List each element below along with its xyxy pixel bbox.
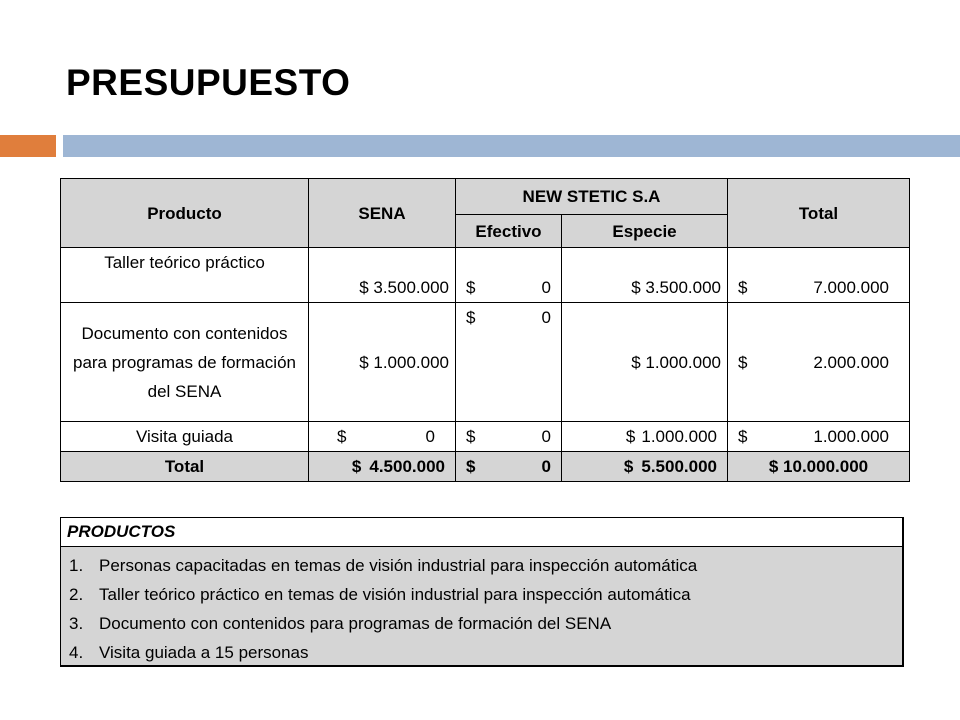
header-efectivo: Efectivo: [456, 215, 562, 248]
list-item: [69, 580, 902, 609]
table-row: [61, 422, 910, 452]
item-number: 1.: [69, 556, 84, 575]
products-title: PRODUCTOS: [61, 518, 902, 547]
total-grand: $ 10.000.000: [728, 452, 910, 482]
amount: 0: [541, 457, 551, 476]
budget-table: [60, 178, 910, 482]
list-item: [69, 638, 902, 667]
cell-total: [728, 422, 910, 452]
cell-efectivo: [456, 248, 562, 303]
cell-producto: Visita guiada: [61, 422, 309, 452]
cell-sena: $ 3.500.000: [309, 248, 456, 303]
cell-efectivo: [456, 422, 562, 452]
currency-symbol: $: [466, 308, 476, 327]
amount: 2.000.000: [813, 352, 889, 372]
currency-symbol: $: [466, 427, 476, 446]
total-row: [61, 452, 910, 482]
currency-symbol: $: [466, 457, 476, 476]
total-label: Total: [61, 452, 309, 482]
currency-symbol: $: [466, 278, 476, 297]
table-row: [61, 303, 910, 422]
cell-producto: Taller teórico práctico: [61, 248, 309, 303]
cell-producto: Documento con contenidos para programas de formación del SENA: [61, 303, 309, 422]
item-number: 2.: [69, 585, 84, 604]
amount: 5.500.000: [641, 457, 717, 476]
header-especie: Especie: [562, 215, 728, 248]
cell-sena: [309, 422, 456, 452]
item-number: 3.: [69, 614, 84, 633]
accent-bar-blue: [63, 135, 960, 157]
cell-total: [728, 248, 910, 303]
cell-especie: $ 3.500.000: [562, 248, 728, 303]
amount: 4.500.000: [369, 457, 445, 476]
currency-symbol: $: [623, 457, 634, 476]
header-sena: SENA: [309, 179, 456, 248]
currency-symbol: $: [738, 352, 748, 372]
header-total: Total: [728, 179, 910, 248]
amount: 0: [541, 427, 551, 446]
cell-efectivo: [456, 303, 562, 422]
products-list: [61, 551, 902, 667]
currency-symbol: $: [738, 427, 748, 446]
total-sena: [309, 452, 456, 482]
item-text: Visita guiada a 15 personas: [99, 643, 309, 662]
currency-symbol: $: [625, 427, 636, 446]
item-text: Documento con contenidos para programas de formación del SENA: [99, 614, 612, 633]
list-item: [69, 609, 902, 638]
cell-especie: $ 1.000.000: [562, 303, 728, 422]
amount: 7.000.000: [813, 278, 889, 297]
item-number: 4.: [69, 643, 84, 662]
cell-sena: $ 1.000.000: [309, 303, 456, 422]
currency-symbol: $: [337, 427, 347, 446]
header-new-stetic: NEW STETIC S.A: [456, 179, 728, 215]
table-row: [61, 248, 910, 303]
total-especie: [562, 452, 728, 482]
cell-total: [728, 303, 910, 422]
cell-especie: [562, 422, 728, 452]
currency-symbol: $: [351, 457, 362, 476]
amount: 1.000.000: [641, 427, 717, 446]
total-efectivo: [456, 452, 562, 482]
header-producto: Producto: [61, 179, 309, 248]
currency-symbol: $: [738, 278, 748, 297]
amount: 0: [541, 278, 551, 297]
amount: 1.000.000: [813, 427, 889, 446]
item-text: Taller teórico práctico en temas de visión industrial para inspección automática: [99, 585, 691, 604]
amount: 0: [425, 427, 435, 446]
list-item: [69, 551, 902, 580]
page-title: PRESUPUESTO: [66, 62, 351, 103]
accent-bar-orange: [0, 135, 56, 157]
item-text: Personas capacitadas en temas de visión industrial para inspección automática: [99, 556, 698, 575]
products-box: [60, 517, 904, 667]
amount: 0: [541, 308, 551, 327]
